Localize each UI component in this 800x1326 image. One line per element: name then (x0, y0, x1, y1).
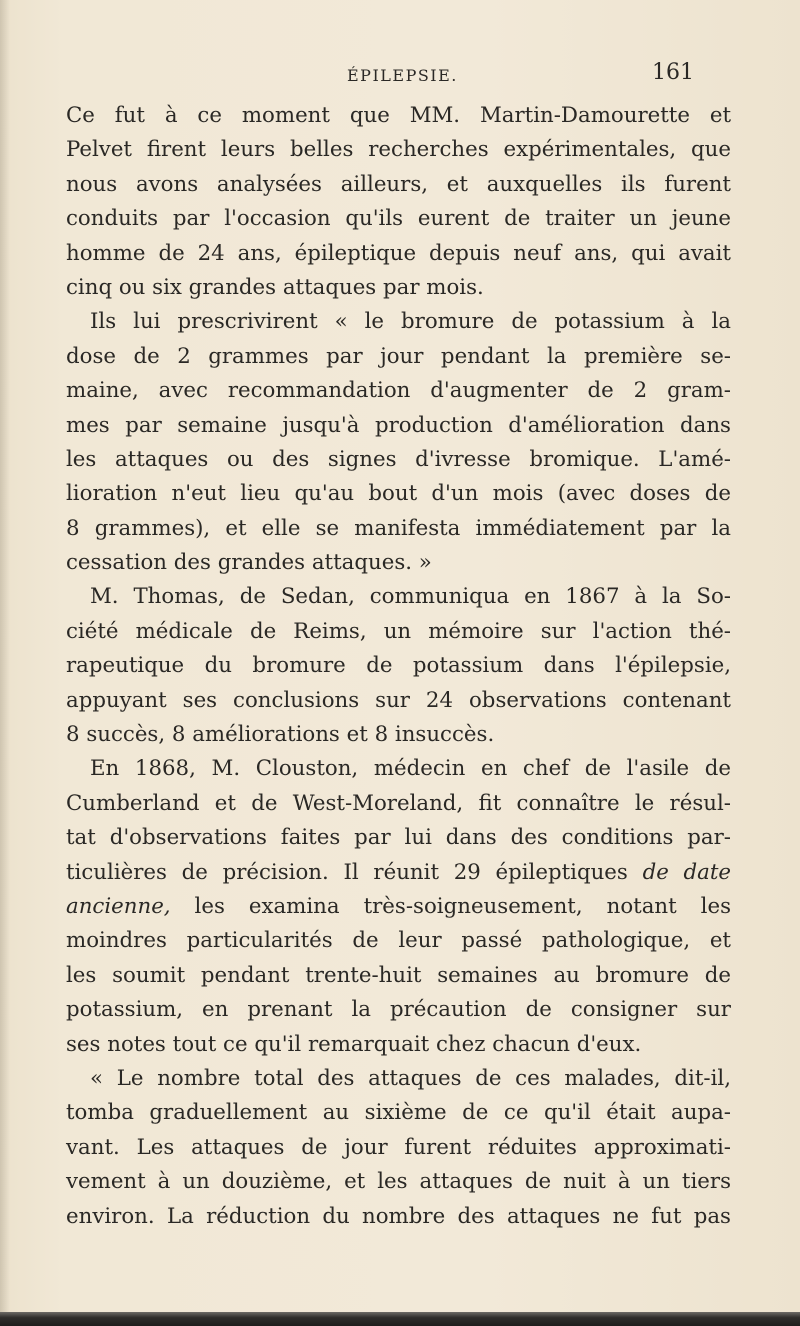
running-head (0, 60, 800, 90)
text-line: cessation des grandes attaques. » (66, 550, 432, 576)
text-line: environ. La réduction du nombre des attaques ne fut pas (66, 1203, 731, 1229)
text-line: rapeutique du bromure de potassium dans l'épilepsie, (66, 653, 731, 679)
text-line: moindres particularités de leur passé pathologique, et (66, 928, 731, 954)
page-bottom-edge (0, 1312, 800, 1326)
body-text (66, 99, 731, 1234)
text-line: tat d'observations faites par lui dans des conditions par- (66, 825, 731, 851)
text-line: M. Thomas, de Sedan, communiqua en 1867 à la So- (90, 584, 731, 610)
text-line: 8 succès, 8 améliorations et 8 insuccès. (66, 722, 495, 748)
text-segment: les examina très-soigneusement, notant les (194, 893, 731, 919)
text-line: « Le nombre total des attaques de ces malades, dit-il, (90, 1065, 731, 1091)
text-line: appuyant ses conclusions sur 24 observations contenant (66, 687, 731, 713)
text-segment: ticulières de précision. Il réunit 29 épileptiques (66, 859, 628, 885)
text-line: cinq ou six grandes attaques par mois. (66, 274, 484, 300)
text-line: Cumberland et de West-Moreland, fit connaître le résul- (66, 790, 731, 816)
text-line: Pelvet firent leurs belles recherches expérimentales, que (66, 137, 731, 163)
page-number: 161 (652, 60, 694, 85)
text-line: nous avons analysées ailleurs, et auxquelles ils furent (66, 171, 731, 197)
page-gutter-shadow (0, 0, 10, 1326)
text-line (66, 856, 731, 890)
text-line: les soumit pendant trente-huit semaines au bromure de (66, 962, 731, 988)
text-line: vement à un douzième, et les attaques de nuit à un tiers (66, 1169, 731, 1195)
text-line: En 1868, M. Clouston, médecin en chef de l'asile de (90, 756, 731, 782)
text-line: homme de 24 ans, épileptique depuis neuf ans, qui avait (66, 240, 731, 266)
text-line: dose de 2 grammes par jour pendant la première se- (66, 343, 731, 369)
text-line: maine, avec recommandation d'augmenter de 2 gram- (66, 378, 731, 404)
running-head-title: ÉPILEPSIE. (347, 66, 458, 85)
text-line: vant. Les attaques de jour furent réduites approximati- (66, 1134, 731, 1160)
text-line: potassium, en prenant la précaution de consigner sur (66, 997, 731, 1023)
text-line: 8 grammes), et elle se manifesta immédiatement par la (66, 515, 731, 541)
text-line: Ils lui prescrivirent « le bromure de potassium à la (90, 309, 731, 335)
italic-text: de date (642, 859, 731, 885)
text-line: lioration n'eut lieu qu'au bout d'un mois (avec doses de (66, 481, 731, 507)
text-line: ses notes tout ce qu'il remarquait chez chacun d'eux. (66, 1031, 642, 1057)
text-line: les attaques ou des signes d'ivresse bromique. L'amé- (66, 446, 731, 472)
italic-text: ancienne, (66, 893, 171, 919)
text-line: Ce fut à ce moment que MM. Martin-Damourette et (66, 103, 731, 128)
text-line: ciété médicale de Reims, un mémoire sur l'action thé- (66, 618, 731, 644)
text-line (66, 890, 731, 924)
text-line: conduits par l'occasion qu'ils eurent de traiter un jeune (66, 206, 731, 232)
text-line: tomba graduellement au sixième de ce qu'il était aupa- (66, 1100, 731, 1126)
text-line: mes par semaine jusqu'à production d'amélioration dans (66, 412, 731, 438)
